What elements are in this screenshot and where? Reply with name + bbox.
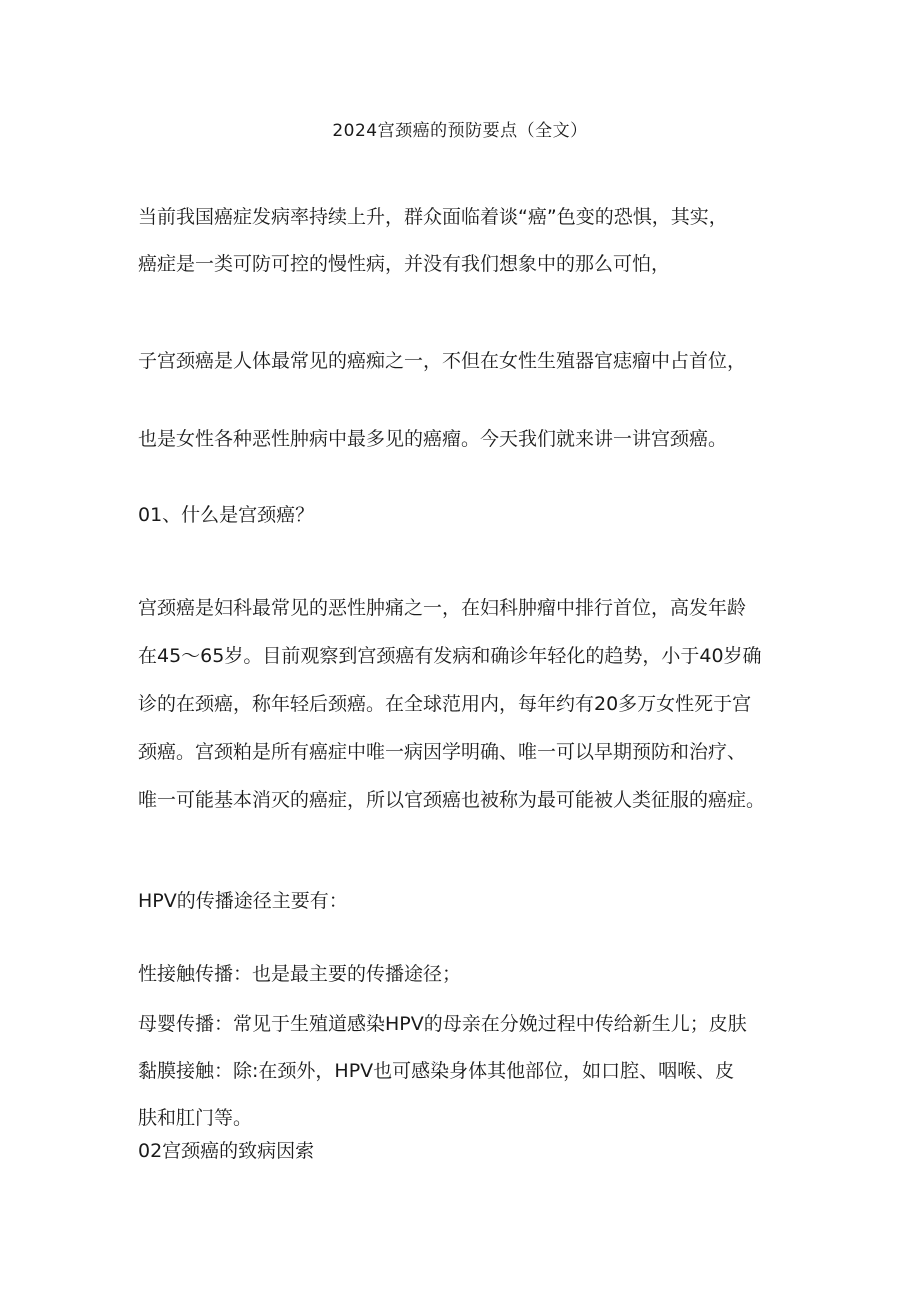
- section1-line-5: 唯一可能基本消灭的癌症，所以官颈癌也被称为最可能被人类征服的癌症。: [138, 789, 766, 811]
- section1-line-2: 在45～65岁。目前观察到宫颈癌有发病和确诊年轻化的趋势，小于40岁确: [138, 645, 762, 667]
- intro-line-2: 癌症是一类可防可控的慢性病，并没有我们想象中的那么可怕，: [138, 253, 671, 275]
- hpv-line-4: 肤和肛门等。: [138, 1107, 253, 1129]
- hpv-line-3: 黏膜接触：除:在颈外，HPV也可感染身体其他部位，如口腔、咽喉、皮: [138, 1060, 735, 1082]
- hpv-line-1: 性接触传播：也是最主要的传播途径；: [138, 963, 462, 985]
- para2-line-2: 也是女性各种恶性肿病中最多见的癌瘤。今天我们就来讲一讲宫颈癌。: [138, 428, 728, 450]
- intro-line-1: 当前我国癌症发病率持续上升，群众面临着谈“癌”色变的恐惧，其实，: [138, 206, 728, 228]
- section2-heading: 02宫颈癌的致病因索: [138, 1140, 315, 1162]
- section1-line-1: 宫颈癌是妇科最常见的恶性肿痛之一，在妇科肿瘤中排行首位，高发年龄: [138, 597, 747, 619]
- hpv-heading: HPV的传播途径主要有：: [138, 890, 348, 912]
- section1-line-3: 诊的在颈癌，称年轻后颈癌。在全球范用内，每年约有20多万女性死于宫: [138, 693, 752, 715]
- document-title: 2024宫颈癌的预防要点（全文）: [332, 121, 588, 141]
- para2-line-1: 子宫颈癌是人体最常见的癌痴之一，不但在女性生殖器官痣瘤中占首位，: [138, 350, 747, 372]
- section1-line-4: 颈癌。宫颈粕是所有癌症中唯一病因学明确、唯一可以早期预防和治疗、: [138, 741, 747, 763]
- section1-heading: 01、什么是宫颈癌？: [138, 504, 315, 526]
- hpv-line-2: 母婴传播：常见于生殖道感染HPV的母亲在分娩过程中传给新生儿；皮肤: [138, 1013, 747, 1035]
